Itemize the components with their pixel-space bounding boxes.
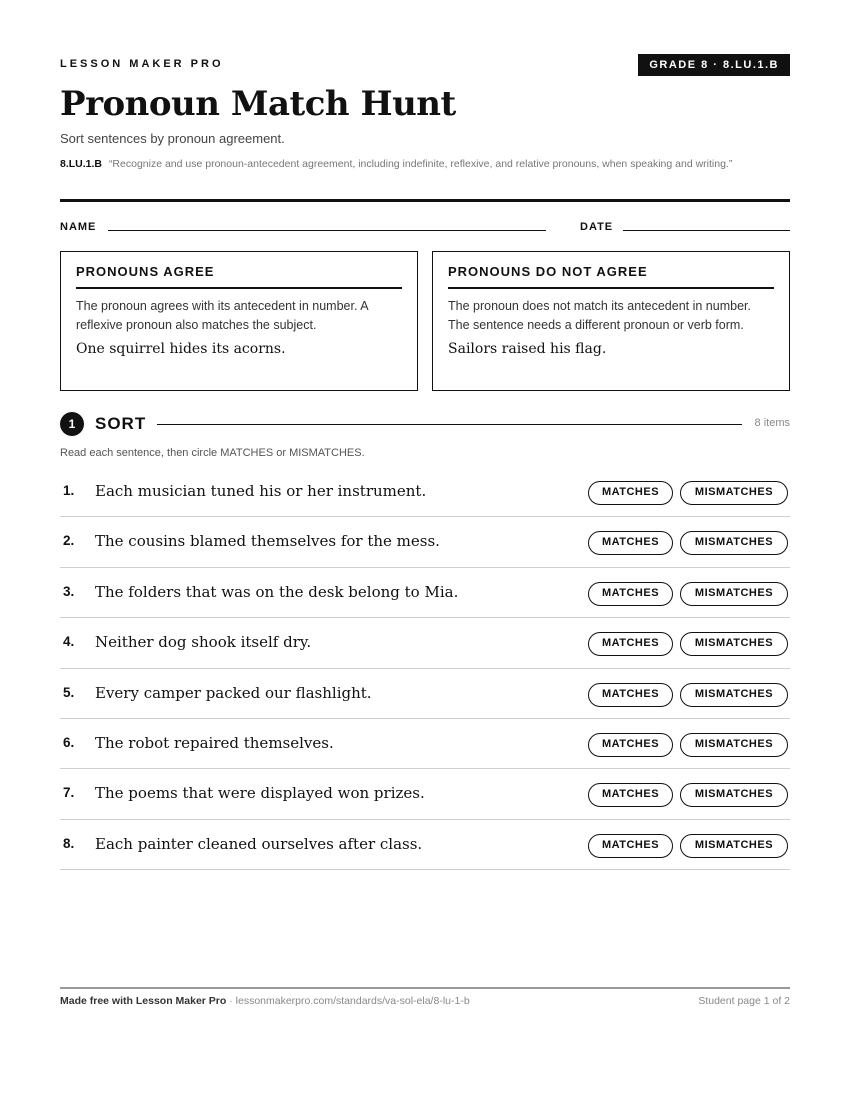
item-sentence: Every camper packed our flashlight. [95, 683, 372, 702]
list-item [60, 618, 790, 668]
date-label: DATE [580, 221, 614, 233]
mismatches-option[interactable]: MISMATCHES [680, 783, 788, 807]
grade-badge: GRADE 8 · 8.LU.1.B [638, 54, 790, 76]
matches-option[interactable]: MATCHES [588, 733, 673, 757]
matches-option[interactable]: MATCHES [588, 582, 673, 606]
card-description: The pronoun agrees with its antecedent in number. A reflexive pronoun also matches the subject. [76, 299, 368, 332]
matches-option[interactable]: MATCHES [588, 632, 673, 656]
list-item [60, 568, 790, 618]
item-sentence: The robot repaired themselves. [95, 733, 334, 752]
card-pronouns-do-not-agree [432, 251, 790, 391]
name-label: NAME [60, 221, 97, 233]
list-item [60, 820, 790, 870]
brand-name: LESSON MAKER PRO [60, 58, 224, 70]
card-example: One squirrel hides its acorns. [76, 341, 286, 357]
item-number: 2. [63, 533, 75, 549]
footer-made-with: Made free with Lesson Maker Pro [60, 995, 227, 1007]
card-title: PRONOUNS AGREE [76, 264, 402, 289]
step-number-badge: 1 [60, 412, 84, 436]
section-title: SORT [95, 414, 147, 433]
item-number: 8. [63, 835, 75, 851]
list-item [60, 467, 790, 517]
list-item [60, 769, 790, 819]
matches-option[interactable]: MATCHES [588, 783, 673, 807]
item-sentence: Each musician tuned his or her instrument. [95, 482, 427, 500]
matches-option[interactable]: MATCHES [588, 531, 673, 555]
card-title: PRONOUNS DO NOT AGREE [448, 264, 774, 289]
list-item [60, 669, 790, 719]
mismatches-option[interactable]: MISMATCHES [680, 683, 788, 707]
card-example: Sailors raised his flag. [448, 341, 607, 357]
sentence-list [60, 467, 790, 870]
worksheet-page [60, 0, 790, 1100]
section-header [60, 412, 790, 436]
matches-option[interactable]: MATCHES [588, 481, 673, 505]
footer-page-number: Student page 1 of 2 [698, 995, 790, 1007]
item-count: 8 items [754, 417, 790, 429]
header-divider [60, 199, 790, 202]
footer-url: · lessonmakerpro.com/standards/va-sol-ela/8-lu-1-b [226, 995, 470, 1007]
list-item [60, 719, 790, 769]
mismatches-option[interactable]: MISMATCHES [680, 531, 788, 555]
matches-option[interactable]: MATCHES [588, 683, 673, 707]
section-divider [157, 424, 742, 425]
mismatches-option[interactable]: MISMATCHES [680, 834, 788, 858]
item-sentence: The cousins blamed themselves for the mess. [95, 532, 440, 551]
page-subtitle: Sort sentences by pronoun agreement. [60, 131, 285, 146]
card-description: The pronoun does not match its antecedent in number. The sentence needs a different pronoun or verb form. [448, 299, 751, 332]
date-field[interactable] [623, 230, 790, 231]
item-sentence: Neither dog shook itself dry. [95, 633, 312, 652]
footer-credit [60, 995, 470, 1007]
item-number: 5. [63, 684, 75, 700]
mismatches-option[interactable]: MISMATCHES [680, 632, 788, 656]
standard-description [60, 156, 780, 172]
item-number: 3. [63, 583, 75, 599]
footer-divider [60, 987, 790, 989]
name-field[interactable] [108, 230, 546, 231]
standard-code: 8.LU.1.B [60, 158, 103, 170]
item-sentence: Each painter cleaned ourselves after class. [95, 834, 423, 853]
item-number: 6. [63, 734, 75, 750]
mismatches-option[interactable]: MISMATCHES [680, 582, 788, 606]
item-number: 1. [63, 483, 75, 498]
item-number: 4. [63, 634, 75, 650]
list-item [60, 517, 790, 567]
instructions: Read each sentence, then circle MATCHES or MISMATCHES. [60, 447, 365, 459]
standard-text: “Recognize and use pronoun-antecedent agreement, including indefinite, reflexive, and relative pronouns, when speaking and writing.” [108, 158, 733, 170]
mismatches-option[interactable]: MISMATCHES [680, 733, 788, 757]
page-title: Pronoun Match Hunt [60, 84, 456, 124]
card-pronouns-agree [60, 251, 418, 391]
mismatches-option[interactable]: MISMATCHES [680, 481, 788, 505]
matches-option[interactable]: MATCHES [588, 834, 673, 858]
item-sentence: The folders that was on the desk belong to Mia. [95, 582, 459, 601]
item-number: 7. [63, 785, 75, 801]
item-sentence: The poems that were displayed won prizes. [95, 784, 425, 803]
